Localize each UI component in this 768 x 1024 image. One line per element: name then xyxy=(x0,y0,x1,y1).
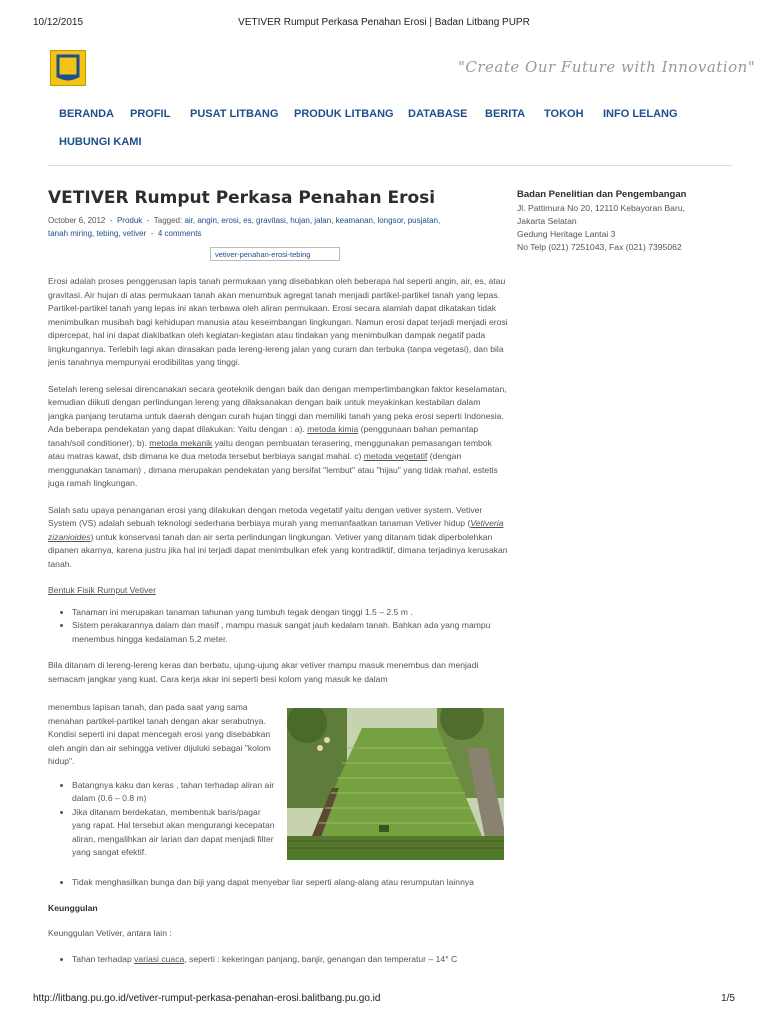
sidebar-heading: Badan Penelitian dan Pengembangan xyxy=(517,189,687,200)
nav-item-beranda[interactable]: BERANDA xyxy=(59,108,114,120)
metoda-kimia-link[interactable]: metoda kimia xyxy=(307,424,359,434)
paragraph-3 xyxy=(48,504,508,572)
pupr-logo[interactable] xyxy=(50,50,86,86)
p2-text-b: (penggunaan bahan pemantap tanah/soil conditioner), b). xyxy=(48,424,479,448)
print-title: VETIVER Rumput Perkasa Penahan Erosi | Badan Litbang PUPR xyxy=(238,17,530,28)
nav-item-tokoh[interactable]: TOKOH xyxy=(544,108,584,120)
broken-image-alt: vetiver-penahan-erosi-tebing xyxy=(215,250,311,259)
page-number: 1/5 xyxy=(721,993,735,1004)
address-line: Gedung Heritage Lantai 3 xyxy=(517,229,616,239)
nav-item-pusat-litbang[interactable]: PUSAT LITBANG xyxy=(190,108,279,120)
list-item: • Tanaman ini merupakan tanaman tahunan yang tumbuh tegak dengan tinggi 1.5 – 2.5 m . xyxy=(72,606,508,620)
keunggulan-text-a: Tahan terhadap xyxy=(72,953,135,964)
vetiver-slope-photo xyxy=(287,708,504,860)
meta-separator: - xyxy=(146,216,150,225)
nav-item-berita[interactable]: BERITA xyxy=(485,108,526,120)
article-title: VETIVER Rumput Perkasa Penahan Erosi xyxy=(48,188,436,208)
float-list xyxy=(48,779,280,860)
tagged-label: Tagged: xyxy=(153,216,183,225)
list-item: • Sistem perakarannya dalam dan masif , mampu masuk sangat jauh kedalam tanah. Bahkan ada yang mampu menembus hingga kedalaman 5.2 meter. xyxy=(72,619,508,646)
float-text-column xyxy=(48,701,280,860)
nav-item-database[interactable]: DATABASE xyxy=(408,108,468,120)
bentuk-list xyxy=(48,606,508,647)
print-date: 10/12/2015 xyxy=(33,17,84,28)
article xyxy=(48,188,508,686)
p3-text-b: ) untuk konservasi tanah dan air serta perlindungan lingkungan. Vetiver yang ditanam tidak diperbolehkan dipanen akarnya, karena justru jika hal ini terjadi dapat menimbulkan efek yang kontradiktif, dimana terjadinya kerusakan tanah. xyxy=(48,531,508,569)
phone-line: No Telp (021) 7251043, Fax (021) 7395062 xyxy=(517,242,682,252)
article-continued xyxy=(48,876,508,966)
list-item: • Batangnya kaku dan keras , tahan terhadap aliran air dalam (0.6 – 0.8 m) xyxy=(72,779,280,806)
list-item xyxy=(72,953,508,967)
paragraph-5: menembus lapisan tanah, dan pada saat yang sama menahan partikel-partikel tanah dengan akar serabutnya. Kondisi seperti ini dapat mencegah erosi yang disebabkan oleh angin dan air sehingga vetiver dijuluki sebagai "kolom hidup". xyxy=(48,702,271,766)
p3-text-a: Salah satu upaya penanganan erosi yang dilakukan dengan metoda vegetatif yaitu dengan vetiver system. Vetiver System (VS) adalah sebuah teknologi sederhana berbiaya murah yang memanfaatkan tanaman Vetiver hidup ( xyxy=(48,504,483,528)
paragraph-2 xyxy=(48,383,508,491)
page-url: http://litbang.pu.go.id/vetiver-rumput-perkasa-penahan-erosi.balitbang.pu.go.id xyxy=(33,993,381,1004)
p2-text-a: Setelah lereng selesai direncanakan secara geoteknik dengan baik dan dengan mempertimbangkan faktor keselamatan, kemudian diikuti dengan perlindungan lereng yang dilaksanakan dengan baik untuk meyakinkan kestabilan dalam jangka panjang terutama untuk daerah dengan curah hujan tinggi dan memiliki tanah yang peka erosi seperti Indonesia. Ada beberapa pendekatan yang dapat dilakukan: Yaitu dengan : a). xyxy=(48,383,507,434)
nav-divider xyxy=(48,165,732,166)
address-line: Jakarta Selatan xyxy=(517,216,577,226)
nav-item-hubungi-kami[interactable]: HUBUNGI KAMI xyxy=(59,136,142,148)
broken-image-placeholder xyxy=(210,247,340,261)
metoda-vegetatif-link[interactable]: metoda vegetatif xyxy=(363,451,428,461)
site-tagline: "Create Our Future with Innovation" xyxy=(458,58,756,76)
nav-item-info-lelang[interactable]: INFO LELANG xyxy=(603,108,678,120)
keunggulan-intro: Keunggulan Vetiver, antara lain : xyxy=(48,928,172,938)
article-meta xyxy=(48,214,508,240)
list-item: • Jika ditanam berdekatan, membentuk baris/pagar yang rapat. Hal tersebut akan mengurangi kecepatan aliran, mengalihkan air larian dan dapat menjadi filter yang sangat efektif. xyxy=(72,806,280,860)
bentuk-list-tail xyxy=(48,876,508,890)
meta-separator: - xyxy=(150,229,154,238)
nav-item-produk-litbang[interactable]: PRODUK LITBANG xyxy=(294,108,394,120)
post-date: October 6, 2012 xyxy=(48,216,106,225)
meta-separator: - xyxy=(109,216,113,225)
p2-text-c: yaitu dengan pembuatan terasering, menggunakan pemasangan tembok atau matras kawat, dsb dimana ke dua metoda tersebut berbiaya sangat mahal. c) xyxy=(48,437,492,461)
paragraph-4: Bila ditanam di lereng-lereng keras dan berbatu, ujung-ujung akar vetiver mampu masuk menembus dan menjadi semacam jangkar yang kuat. Cara kerja akar ini seperti besi kolom yang masuk ke dalam xyxy=(48,660,479,684)
metoda-mekanik-link[interactable]: metoda mekanik xyxy=(149,437,213,448)
tag-links[interactable]: air, angin, erosi, es, gravitasi, hujan, jalan, keamanan, longsor, pusjatan, xyxy=(184,216,441,225)
address-line: Jl. Pattimura No 20, 12110 Kebayoran Baru, xyxy=(517,203,685,213)
p2-text-d: (dengan menggunakan tanaman) , dimana merupakan pendekatan yang bersifat "lembut" atau "hijau" yang tidak mahal, estetis juga ramah lingkungan. xyxy=(48,451,498,488)
keunggulan-list xyxy=(48,953,508,967)
category-link[interactable]: Produk xyxy=(116,216,143,225)
tag-links-2[interactable]: tanah miring, tebing, vetiver xyxy=(48,229,147,238)
keunggulan-text-b: , seperti : kekeringan panjang, banjir, genangan dan temperatur – 14° C xyxy=(184,953,458,964)
keunggulan-heading: Keunggulan xyxy=(48,902,98,913)
bentuk-heading: Bentuk Fisik Rumput Vetiver xyxy=(48,585,156,595)
sidebar-contact xyxy=(517,188,737,254)
nav-item-profil[interactable]: PROFIL xyxy=(130,108,171,120)
vetiveria-link[interactable]: Vetiveria xyxy=(470,518,504,528)
comments-link[interactable]: 4 comments xyxy=(157,229,202,238)
paragraph-1: Erosi adalah proses penggerusan lapis tanah permukaan yang disebabkan oleh beberapa hal seperti angin, air, es, atau gravitasi. Air hujan di atas permukaan tanah akan menumbuk agregat tanah menjadi partikel-partikel tanah yang lepas. Partikel-partikel tanah yang lepas ini akan terbawa oleh aliran permukaan. Erosi secara alamiah dapat dikatakan tidak menimbulkan musibah bagi kehidupan manusia atau keseimbangan lingkungan. Namun erosi dapat terjadi menjadi erosi dipercepat, hal ini dapat diakibatkan oleh kegiatan-kegiatan atau tindakan yang menimbulkan dampak negatif pada lingkungannya. Terlebih lagi akan dirasakan pada lereng-lereng jalan yang curam dan terbuka (tanpa vegetasi), dan bila jenis tanahnya mempunyai erodibilitas yang tinggi. xyxy=(48,276,508,367)
variasi-cuaca-link[interactable]: variasi cuaca xyxy=(134,953,185,964)
zizanioides-link[interactable]: zizanioides xyxy=(48,531,91,542)
list-item: • Tidak menghasilkan bunga dan biji yang dapat menyebar liar seperti alang-alang atau rerumputan lainnya xyxy=(72,876,508,890)
